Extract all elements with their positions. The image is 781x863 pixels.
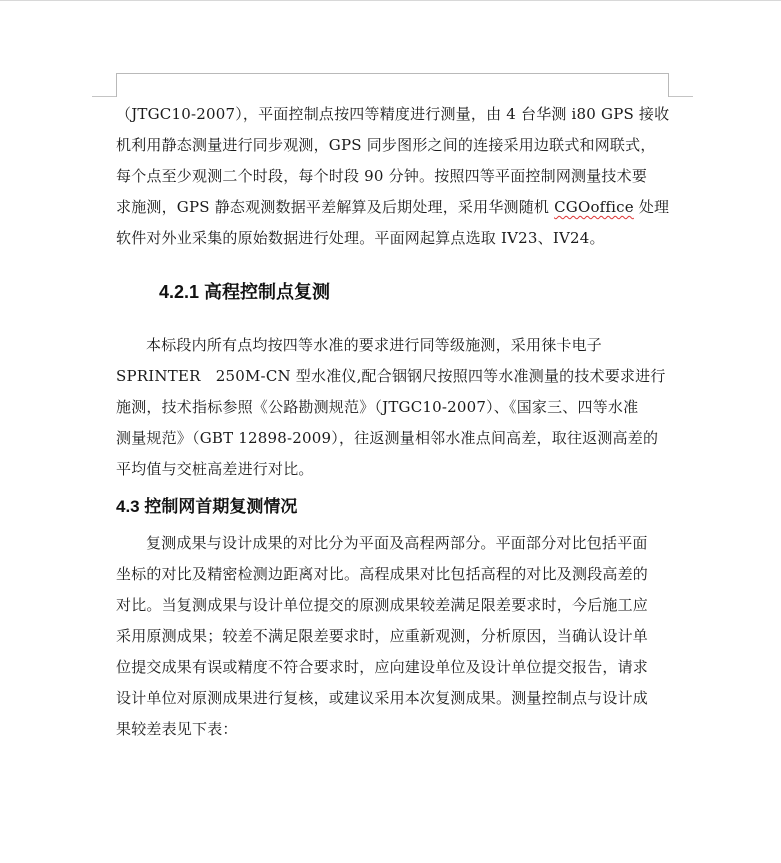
line-text: 求施测，GPS 静态观测数据平差解算及后期处理，采用华测随机 <box>116 198 555 216</box>
section-heading-4-2-1: 4.2.1 高程控制点复测 <box>159 282 331 302</box>
paragraph-line: 果较差表见下表： <box>116 720 238 738</box>
paragraph-line: 施测，技术指标参照《公路勘测规范》（JTGC10-2007）、《国家三、四等水准 <box>116 398 639 416</box>
section-heading-4-3: 4.3 控制网首期复测情况 <box>116 497 298 516</box>
right-margin-crop-mark <box>669 96 693 97</box>
paragraph-line: 平均值与交桩高差进行对比。 <box>116 460 314 478</box>
paragraph-line: 位提交成果有误或精度不符合要求时，应向建设单位及设计单位提交报告，请求 <box>116 658 649 676</box>
paragraph-line: 复测成果与设计成果的对比分为平面及高程两部分。平面部分对比包括平面 <box>146 534 648 552</box>
paragraph-resurvey-comparison[interactable] <box>116 528 676 745</box>
paragraph-line: 测量规范》（GBT 12898-2009），往返测量相邻水准点间高差，取往返测高差的 <box>116 429 659 447</box>
paragraph-line: 每个点至少观测二个时段，每个时段 90 分钟。按照四等平面控制网测量技术要 <box>116 167 648 185</box>
paragraph-line: （JTGC10-2007），平面控制点按四等精度进行测量，由 4 台华测 i80 GPS 接收 <box>116 105 670 123</box>
paragraph-line <box>116 192 676 223</box>
paragraph-line: 设计单位对原测成果进行复核，或建议采用本次复测成果。测量控制点与设计成 <box>116 689 649 707</box>
paragraph-line: 软件对外业采集的原始数据进行处理。平面网起算点选取 IV23、IV24。 <box>116 229 605 247</box>
paragraph-line: 对比。当复测成果与设计单位提交的原测成果较差满足限差要求时，今后施工应 <box>116 596 649 614</box>
paragraph-line: 机利用静态测量进行同步观测，GPS 同步图形之间的连接采用边联式和网联式， <box>116 136 656 154</box>
paragraph-gps-plane-control[interactable] <box>116 99 676 254</box>
left-margin-crop-mark <box>92 96 116 97</box>
paragraph-line: 坐标的对比及精密检测边距离对比。高程成果对比包括高程的对比及测段高差的 <box>116 565 649 583</box>
paragraph-line: 采用原测成果；较差不满足限差要求时，应重新观测，分析原因，当确认设计单 <box>116 627 649 645</box>
paragraph-line: SPRINTER 250M-CN 型水准仪,配合铟钢尺按照四等水准测量的技术要求进行 <box>116 367 666 385</box>
line-text: 处理 <box>633 198 670 216</box>
spellcheck-flagged-word[interactable]: CGOoffice <box>554 198 634 216</box>
header-region-marker <box>116 73 669 97</box>
paragraph-elevation-control[interactable] <box>116 330 676 485</box>
paragraph-line: 本标段内所有点均按四等水准的要求进行同等级施测，采用徕卡电子 <box>146 336 603 354</box>
